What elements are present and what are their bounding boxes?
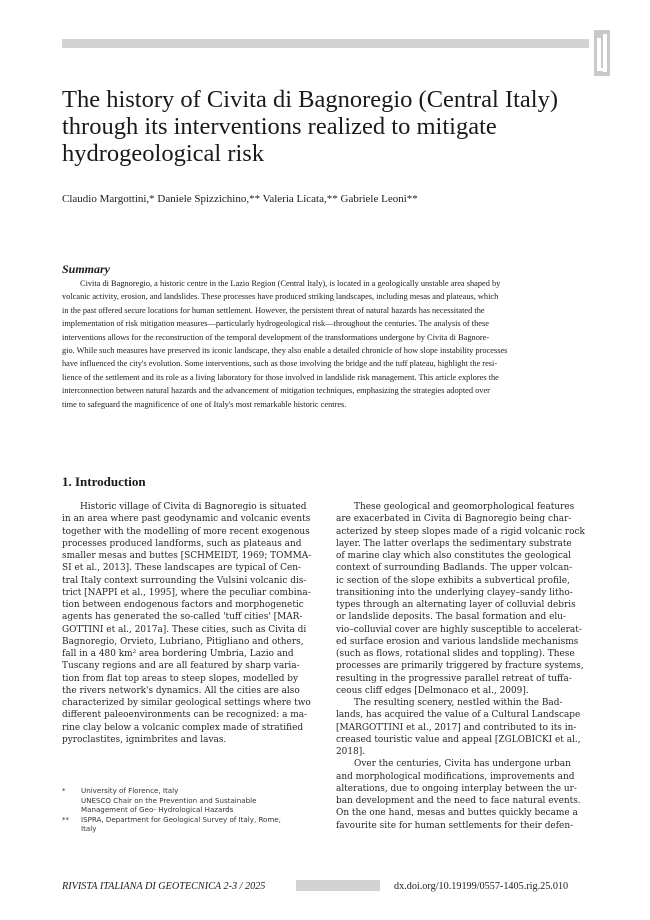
footnote-line: University of Florence, Italy <box>81 786 179 795</box>
body-line: smaller mesas and buttes [SCHMEIDT, 1969; TOMMA- <box>62 551 312 561</box>
body-line: 2018]. <box>336 747 366 757</box>
body-line: Historic village of Civita di Bagnoregio is situated <box>80 502 307 512</box>
footer-doi: dx.doi.org/10.19199/0557-1405.rig.25.010 <box>394 881 569 892</box>
body-line: fall in a 480 km² area bordering Umbria, Lazio and <box>62 649 294 659</box>
body-line: agents has generated the so-called 'tuff cities' [MAR- <box>62 612 303 623</box>
summary-line: interventions allows for the reconstruction of the temporal development of the transformations undergone by Civita di Bagnore- <box>62 332 490 342</box>
body-line: processes produced landforms, such as plateaus and <box>62 538 302 549</box>
footnote-line: UNESCO Chair on the Prevention and Sustainable <box>81 795 257 805</box>
summary-line: volcanic activity, erosion, and landslides. These processes have produced striking landscapes, including mesas and plateaus, which <box>62 292 499 302</box>
author-list: Claudio Margottini,* Daniele Spizzichino,** Valeria Licata,** Gabriele Leoni** <box>62 193 418 205</box>
body-line: the rivers network's dynamics. All the cities are also <box>62 685 300 696</box>
body-line: characterized by similar geological settings where two <box>62 698 311 708</box>
footer-journal: RIVISTA ITALIANA DI GEOTECNICA 2-3 / 2025 <box>62 881 266 892</box>
summary-line: in the past offered secure locations for human settlement. However, the persistent threat of natural hazards has necessitated the <box>62 305 485 315</box>
body-line: Tuscany regions and are all featured by sharp varia- <box>62 661 300 672</box>
body-line: together with the modelling of more recent exogenous <box>62 526 310 537</box>
left-column-text <box>62 501 310 746</box>
summary-line: gio. While such measures have preserved its iconic landscape, they also enable a detailed chronicle of how slope instability processes <box>62 346 508 356</box>
body-line: These geological and geomorphological features <box>354 502 575 512</box>
footnote-line: Management of Geo- Hydrological Hazards <box>81 805 234 815</box>
body-line: pyroclastites, ignimbrites and lavas. <box>62 734 227 745</box>
body-line: transitioning into the underlying clayey–sandy litho- <box>336 587 573 598</box>
summary-line: time to safeguard the magnificence of one of Italy's most remarkable historic centres. <box>62 399 347 409</box>
summary-line: implementation of risk mitigation measures—particularly hydrogeological risk—throughout the centuries. The analysis of these <box>62 319 489 329</box>
body-line: lands, has acquired the value of a Cultural Landscape <box>336 710 581 721</box>
summary-heading: Summary <box>62 262 111 276</box>
body-line: ceous cliff edges [Delmonaco et al., 2009]. <box>336 685 529 696</box>
article-title <box>62 86 602 167</box>
body-line: ed surface erosion and various landslide mechanisms <box>336 636 579 647</box>
body-line: GOTTINI et al., 2017a]. These cities, such as Civita di <box>62 624 307 635</box>
right-column-text <box>336 501 590 832</box>
body-line: tion between endogenous factors and morphogenetic <box>62 600 304 610</box>
summary-line: lience of the settlement and its role as a living laboratory for those involved in landslide risk management. This article explores the <box>62 372 499 382</box>
summary-line: interconnection between natural hazards and the advancement of mitigation techniques, emphasizing the strategies adopted over <box>62 386 490 396</box>
body-line: and morphological modifications, improvements and <box>336 771 575 782</box>
footnotes <box>62 786 312 834</box>
body-line: tral Italy context surrounding the Vulsini volcanic dis- <box>62 575 307 586</box>
body-line: or landslide deposits. The basal formation and elu- <box>336 612 567 623</box>
summary-text <box>62 277 589 411</box>
body-line: types through an alternating layer of colluvial debris <box>336 600 576 610</box>
title-line: The history of Civita di Bagnoregio (Central Italy) <box>62 86 559 113</box>
footnote-text <box>81 815 281 834</box>
summary-line: have influenced the city's evolution. Some interventions, such as those involving the bridge and the tuff plateau, highlight the resi- <box>62 359 498 369</box>
body-line: ban development and the need to face natural events. <box>336 796 581 806</box>
body-line: creased touristic value and appeal [ZGLOBICKI et al., <box>336 734 581 745</box>
body-line: are exacerbated in Civita di Bagnoregio being char- <box>336 514 572 525</box>
footer-rule <box>296 880 380 891</box>
body-line: trict [NAPPI et al., 1995], where the peculiar combina- <box>62 587 311 598</box>
body-line: On the one hand, mesas and buttes quickly became a <box>336 808 578 819</box>
body-line: favourite site for human settlements for their defen- <box>336 820 574 831</box>
body-line: layer. The latter overlaps the sedimentary substrate <box>336 538 572 549</box>
body-line: [MARGOTTINI et al., 2017] and contributed to its in- <box>336 722 577 733</box>
footnote-mark: ** <box>62 814 70 824</box>
journal-logo-icon <box>594 30 610 76</box>
body-line: acterized by steep slopes made of a rigid volcanic rock <box>336 526 585 537</box>
body-line: ic section of the slope exhibits a subvertical profile, <box>336 575 570 586</box>
body-line: (such as flows, rotational slides and toppling). These <box>336 649 575 659</box>
body-line: Over the centuries, Civita has undergone urban <box>354 759 571 770</box>
body-line: in an area where past geodynamic and volcanic events <box>62 514 311 525</box>
body-line: resulting in the progressive parallel retreat of tuffa- <box>336 673 572 684</box>
footnote <box>62 815 312 834</box>
body-line: tion from flat top areas to steep slopes, modelled by <box>62 673 299 684</box>
body-line: processes are primarily triggered by fracture systems, <box>336 661 584 672</box>
body-line: SI et al., 2013]. These landscapes are typical of Cen- <box>62 563 302 574</box>
summary-line: Civita di Bagnoregio, a historic centre in the Lazio Region (Central Italy), is located in a geologically unstable area shaped by <box>80 279 501 288</box>
footnote-line: Italy <box>81 824 97 834</box>
body-line: different paleoenvironments can be recognized: a ma- <box>62 710 308 721</box>
body-line: alterations, due to ongoing interplay between the ur- <box>336 783 577 794</box>
header-rule <box>62 39 589 48</box>
footnote <box>62 786 312 815</box>
title-line: through its interventions realized to mitigate <box>62 113 497 140</box>
body-line: The resulting scenery, nestled within the Bad- <box>354 698 563 708</box>
body-line: context of surrounding Badlands. The upper volcan- <box>336 563 573 574</box>
footnote-text <box>81 786 256 815</box>
title-line: hydrogeological risk <box>62 140 265 167</box>
body-line: Bagnoregio, Orvieto, Lubriano, Pitigliano and others, <box>62 636 304 647</box>
footnote-line: ISPRA, Department for Geological Survey of Italy, Rome, <box>81 814 281 824</box>
footnote-mark: * <box>62 786 66 795</box>
body-line: of marine clay which also constitutes the geological <box>336 551 572 561</box>
body-line: vio–colluvial cover are highly susceptible to accelerat- <box>336 624 582 635</box>
section-heading: 1. Introduction <box>62 474 146 489</box>
body-line: rine clay below a volcanic complex made of stratified <box>62 722 304 733</box>
